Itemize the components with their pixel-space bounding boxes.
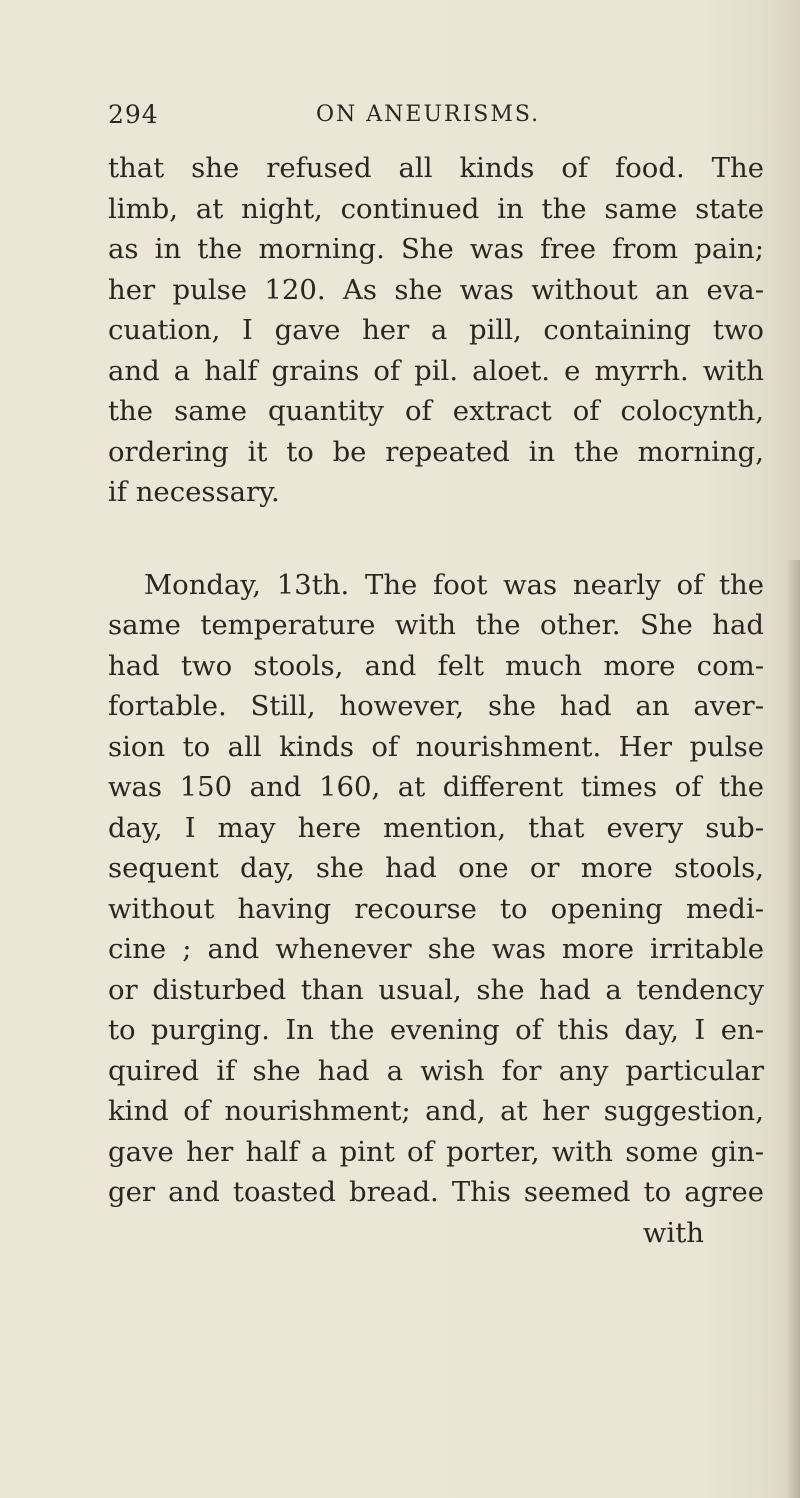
text-line: or disturbed than usual, she had a tendency xyxy=(108,973,764,1006)
text-line: to purging. In the evening of this day, I en- xyxy=(108,1014,764,1046)
text-line: sion to all kinds of nourishment. Her pulse xyxy=(108,730,764,763)
text-line: if necessary. xyxy=(108,476,280,508)
catchword: with xyxy=(642,1216,704,1249)
page-number: 294 xyxy=(108,100,159,129)
text-line: fortable. Still, however, she had an aver- xyxy=(108,690,764,722)
paragraph-1 xyxy=(108,148,764,513)
text-line: as in the morning. She was free from pain; xyxy=(108,233,764,265)
text-line: quired if she had a wish for any particular xyxy=(108,1054,764,1087)
text-line: and a half grains of pil. aloet. e myrrh. with xyxy=(108,354,764,387)
text-line: her pulse 120. As she was without an eva- xyxy=(108,273,764,306)
text-line: cine ; and whenever she was more irritable xyxy=(108,933,764,965)
text-line: was 150 and 160, at different times of the xyxy=(108,771,764,803)
text-line: ger and toasted bread. This seemed to agree xyxy=(108,1176,764,1208)
text-line: without having recourse to opening medi- xyxy=(108,892,764,925)
text-line: day, I may here mention, that every sub- xyxy=(108,811,764,844)
text-line: limb, at night, continued in the same state xyxy=(108,192,764,225)
text-line: had two stools, and felt much more com- xyxy=(108,649,764,682)
text-line: ordering it to be repeated in the morning, xyxy=(108,435,764,468)
body-text xyxy=(108,148,764,1253)
page-header xyxy=(108,100,728,138)
running-title: ON ANEURISMS. xyxy=(316,102,541,127)
text-line: Monday, 13th. The foot was nearly of the xyxy=(144,568,764,601)
text-line: sequent day, she had one or more stools, xyxy=(108,852,764,884)
text-line: gave her half a pint of porter, with some gin- xyxy=(108,1135,764,1168)
text-line: same temperature with the other. She had xyxy=(108,609,764,641)
paragraph-2 xyxy=(108,565,764,1213)
text-line: kind of nourishment; and, at her suggestion, xyxy=(108,1095,764,1127)
text-line: the same quantity of extract of colocynth, xyxy=(108,395,764,427)
text-line: cuation, I gave her a pill, containing two xyxy=(108,314,764,346)
paragraph-gap xyxy=(108,513,764,565)
text-line: that she refused all kinds of food. The xyxy=(108,152,764,184)
page-edge-shadow xyxy=(786,560,800,1498)
